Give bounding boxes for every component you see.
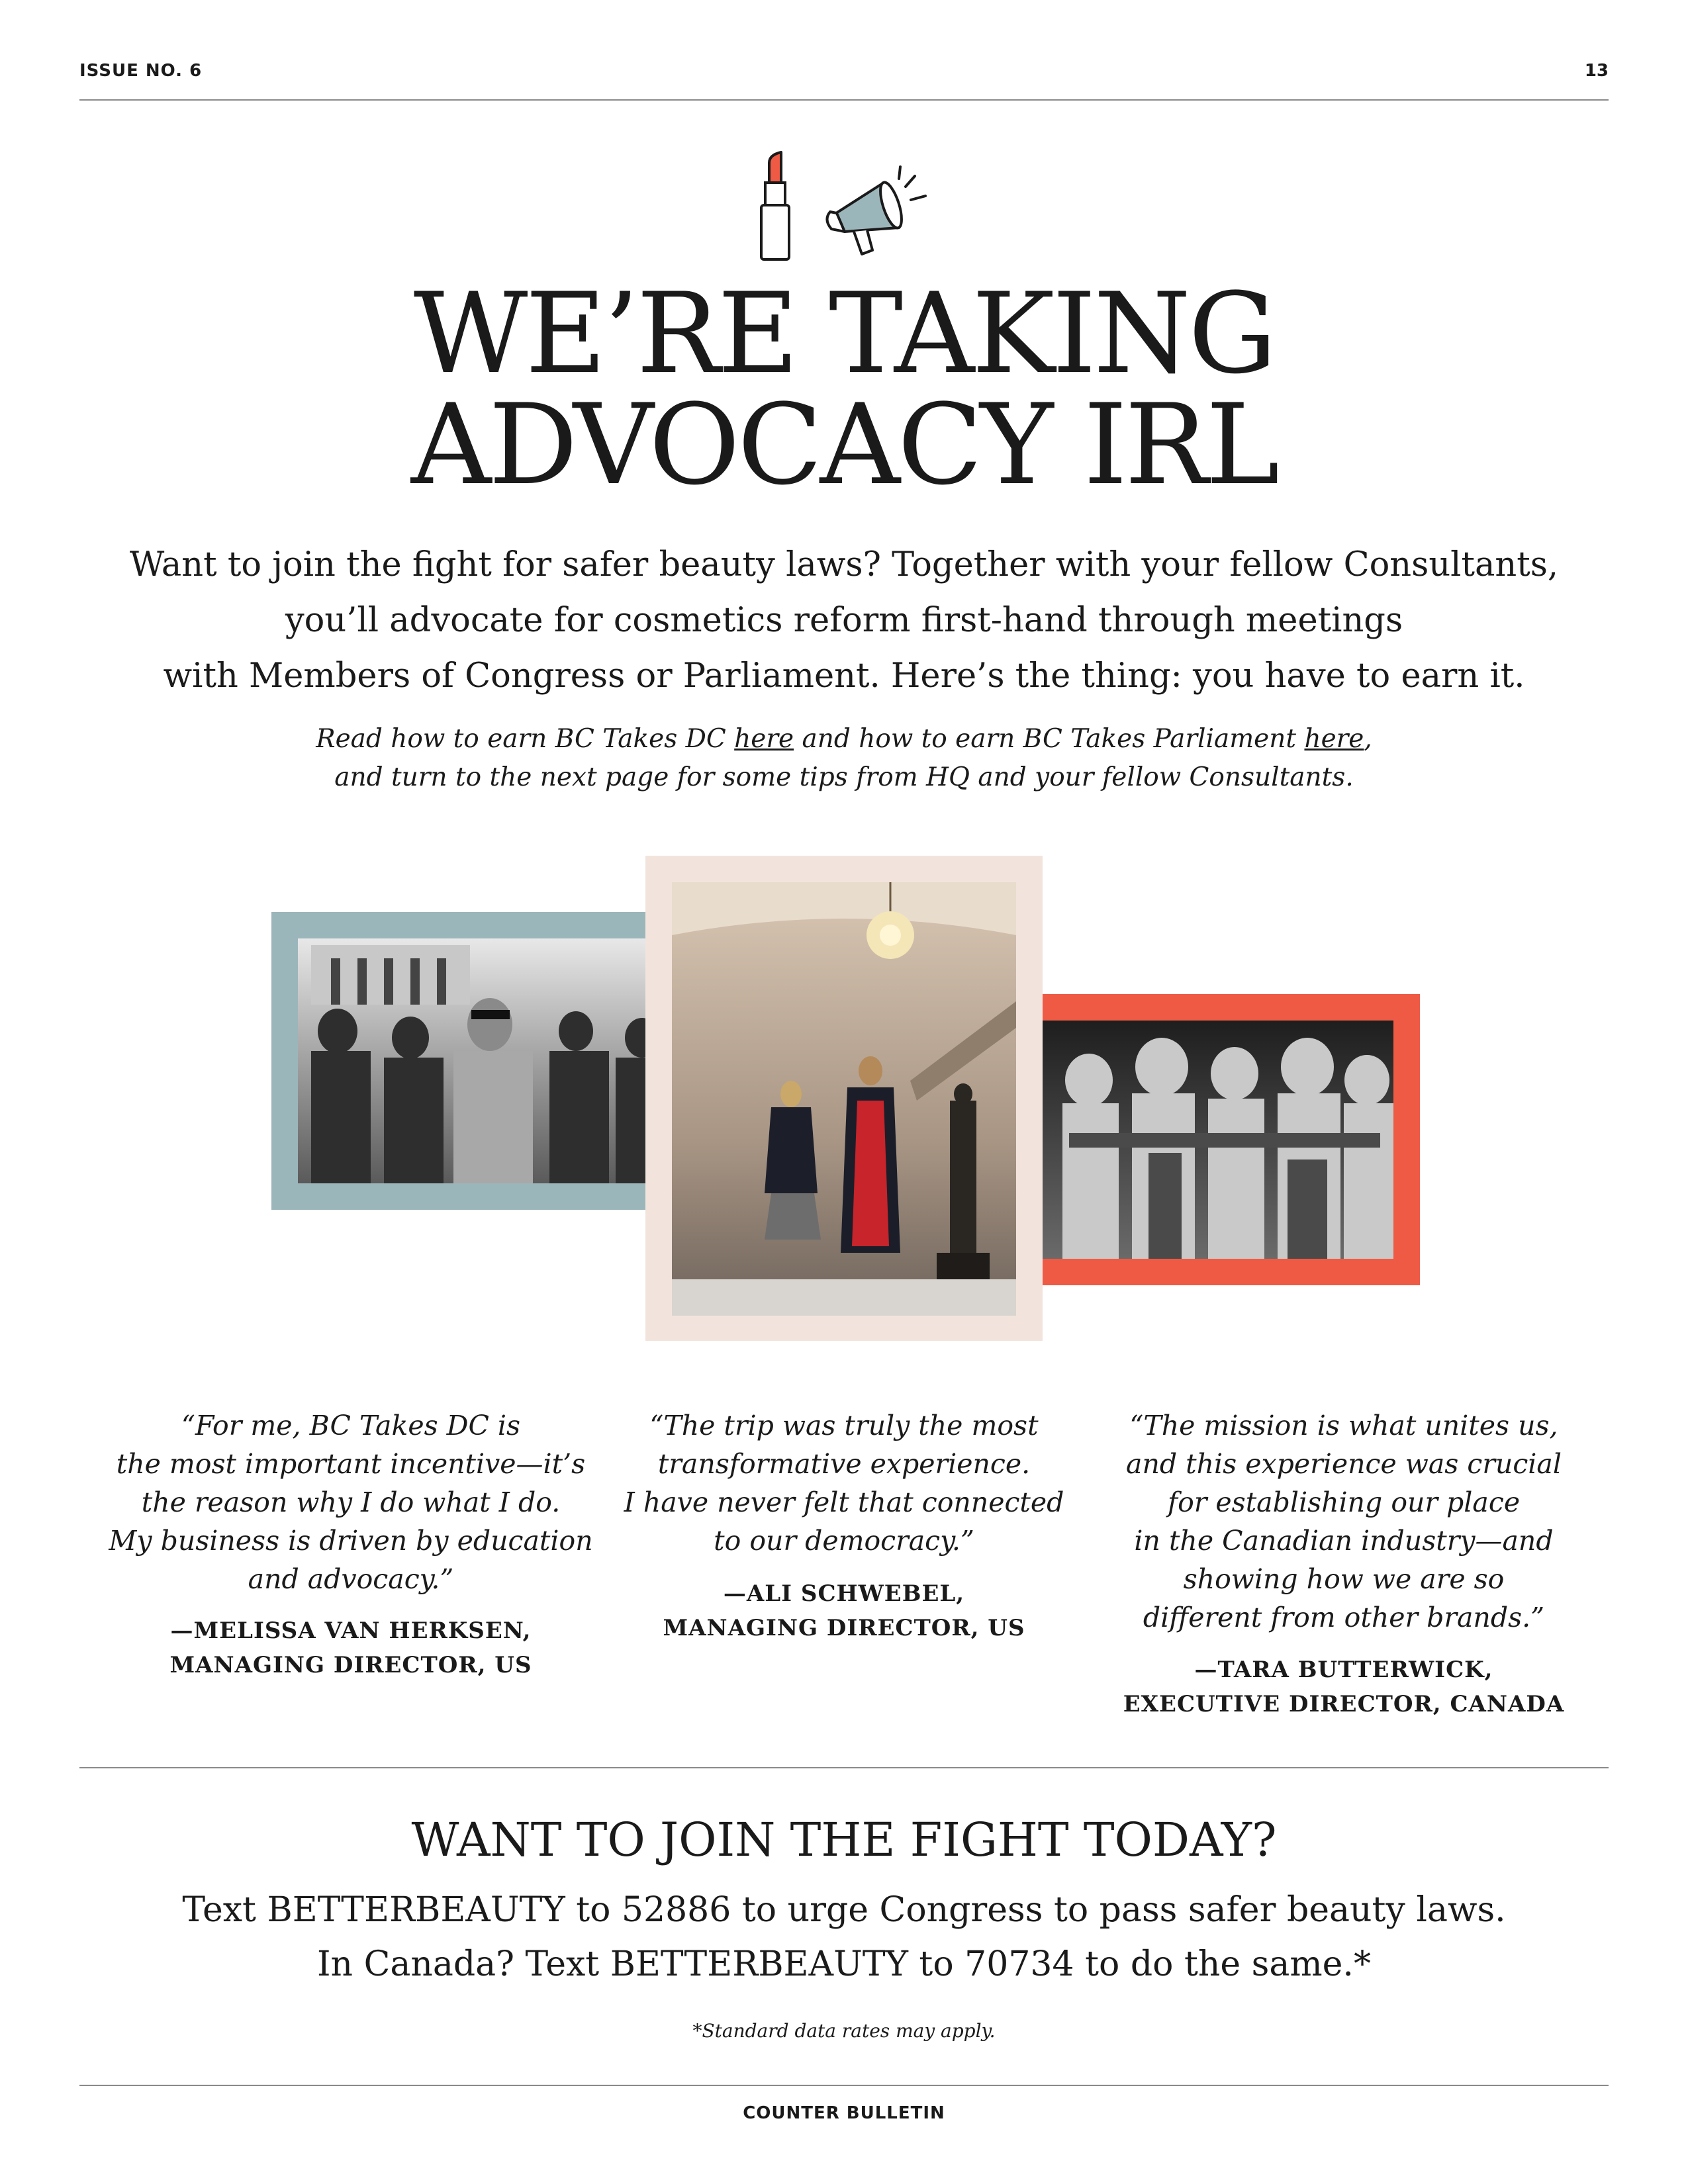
quote-3-attribution	[1086, 1653, 1602, 1721]
quote-1-line: the reason why I do what I do.	[141, 1486, 561, 1518]
quote-1-line: “For me, BC Takes DC is	[181, 1410, 521, 1441]
quote-1-line: My business is driven by education	[109, 1525, 593, 1557]
photo-capitol-hallway	[672, 882, 1016, 1316]
quote-3-name: —TARA BUTTERWICK,	[1194, 1657, 1493, 1683]
quote-3-line: in the Canadian industry—and	[1134, 1525, 1554, 1557]
quote-2-attribution	[596, 1576, 1092, 1645]
quote-2	[596, 1406, 1092, 1560]
quote-3-line: for establishing our place	[1167, 1486, 1521, 1518]
intro-line-1: Want to join the fight for safer beauty laws? Together with your fellow Consultants,	[129, 545, 1559, 584]
quote-3-line: “The mission is what unites us,	[1129, 1410, 1558, 1441]
intro-line-2: you’ll advocate for cosmetics reform first-hand through meetings	[285, 601, 1403, 640]
note-text-c: ,	[1364, 724, 1372, 754]
note-line-2: and turn to the next page for some tips from HQ and your fellow Consultants.	[334, 762, 1354, 792]
header-rule	[79, 99, 1609, 101]
photo-capitol-crowd	[298, 938, 672, 1183]
title-line-1: WE’RE TAKING	[413, 269, 1275, 398]
page-number: 13	[1584, 61, 1609, 81]
section-rule	[79, 1767, 1609, 1768]
quote-1-line: the most important incentive—it’s	[116, 1448, 586, 1480]
quote-3-line: showing how we are so	[1183, 1563, 1505, 1595]
quote-1-attribution	[99, 1614, 602, 1682]
quote-2-title: MANAGING DIRECTOR, US	[663, 1615, 1025, 1641]
cta-line-1: Text BETTERBEAUTY to 52886 to urge Congress to pass safer beauty laws.	[182, 1890, 1506, 1930]
cta-title: WANT TO JOIN THE FIGHT TODAY?	[411, 1813, 1277, 1867]
read-more-note	[199, 720, 1489, 797]
quote-1	[99, 1406, 602, 1598]
note-text-a: Read how to earn BC Takes DC	[316, 724, 735, 754]
quote-2-name: —ALI SCHWEBEL,	[723, 1580, 965, 1607]
quote-3-line: and this experience was crucial	[1126, 1448, 1562, 1480]
megaphone-icon	[821, 163, 933, 262]
quote-2-line: I have never felt that connected	[624, 1486, 1064, 1518]
quote-3-title: EXECUTIVE DIRECTOR, CANADA	[1123, 1691, 1565, 1717]
issue-label: ISSUE NO. 6	[79, 61, 203, 81]
quote-2-line: to our democracy.”	[714, 1525, 974, 1557]
bc-takes-parliament-link[interactable]: here	[1304, 724, 1364, 754]
quote-1-title: MANAGING DIRECTOR, US	[169, 1652, 532, 1678]
note-text-b: and how to earn BC Takes Parliament	[794, 724, 1305, 754]
cta-line-2: In Canada? Text BETTERBEAUTY to 70734 to do the same.*	[317, 1944, 1371, 1984]
intro-paragraph	[116, 537, 1572, 704]
quote-3-line: different from other brands.”	[1143, 1602, 1545, 1633]
publication-name: COUNTER BULLETIN	[743, 2103, 945, 2123]
photo-consultants-group	[1043, 1021, 1393, 1259]
title-line-2: ADVOCACY IRL	[410, 380, 1278, 510]
quote-2-line: “The trip was truly the most	[649, 1410, 1039, 1441]
intro-line-3: with Members of Congress or Parliament. Here’s the thing: you have to earn it.	[163, 657, 1525, 696]
page-title	[0, 269, 1688, 510]
quote-1-line: and advocacy.”	[248, 1563, 454, 1595]
cta-body	[0, 1883, 1688, 1991]
bc-takes-dc-link[interactable]: here	[734, 724, 794, 754]
footnote: *Standard data rates may apply.	[692, 2020, 996, 2042]
icon-group	[755, 151, 933, 263]
quote-2-line: transformative experience.	[657, 1448, 1031, 1480]
quote-3	[1086, 1406, 1602, 1637]
quote-1-name: —MELISSA VAN HERKSEN,	[170, 1617, 532, 1644]
footer-rule	[79, 2085, 1609, 2086]
